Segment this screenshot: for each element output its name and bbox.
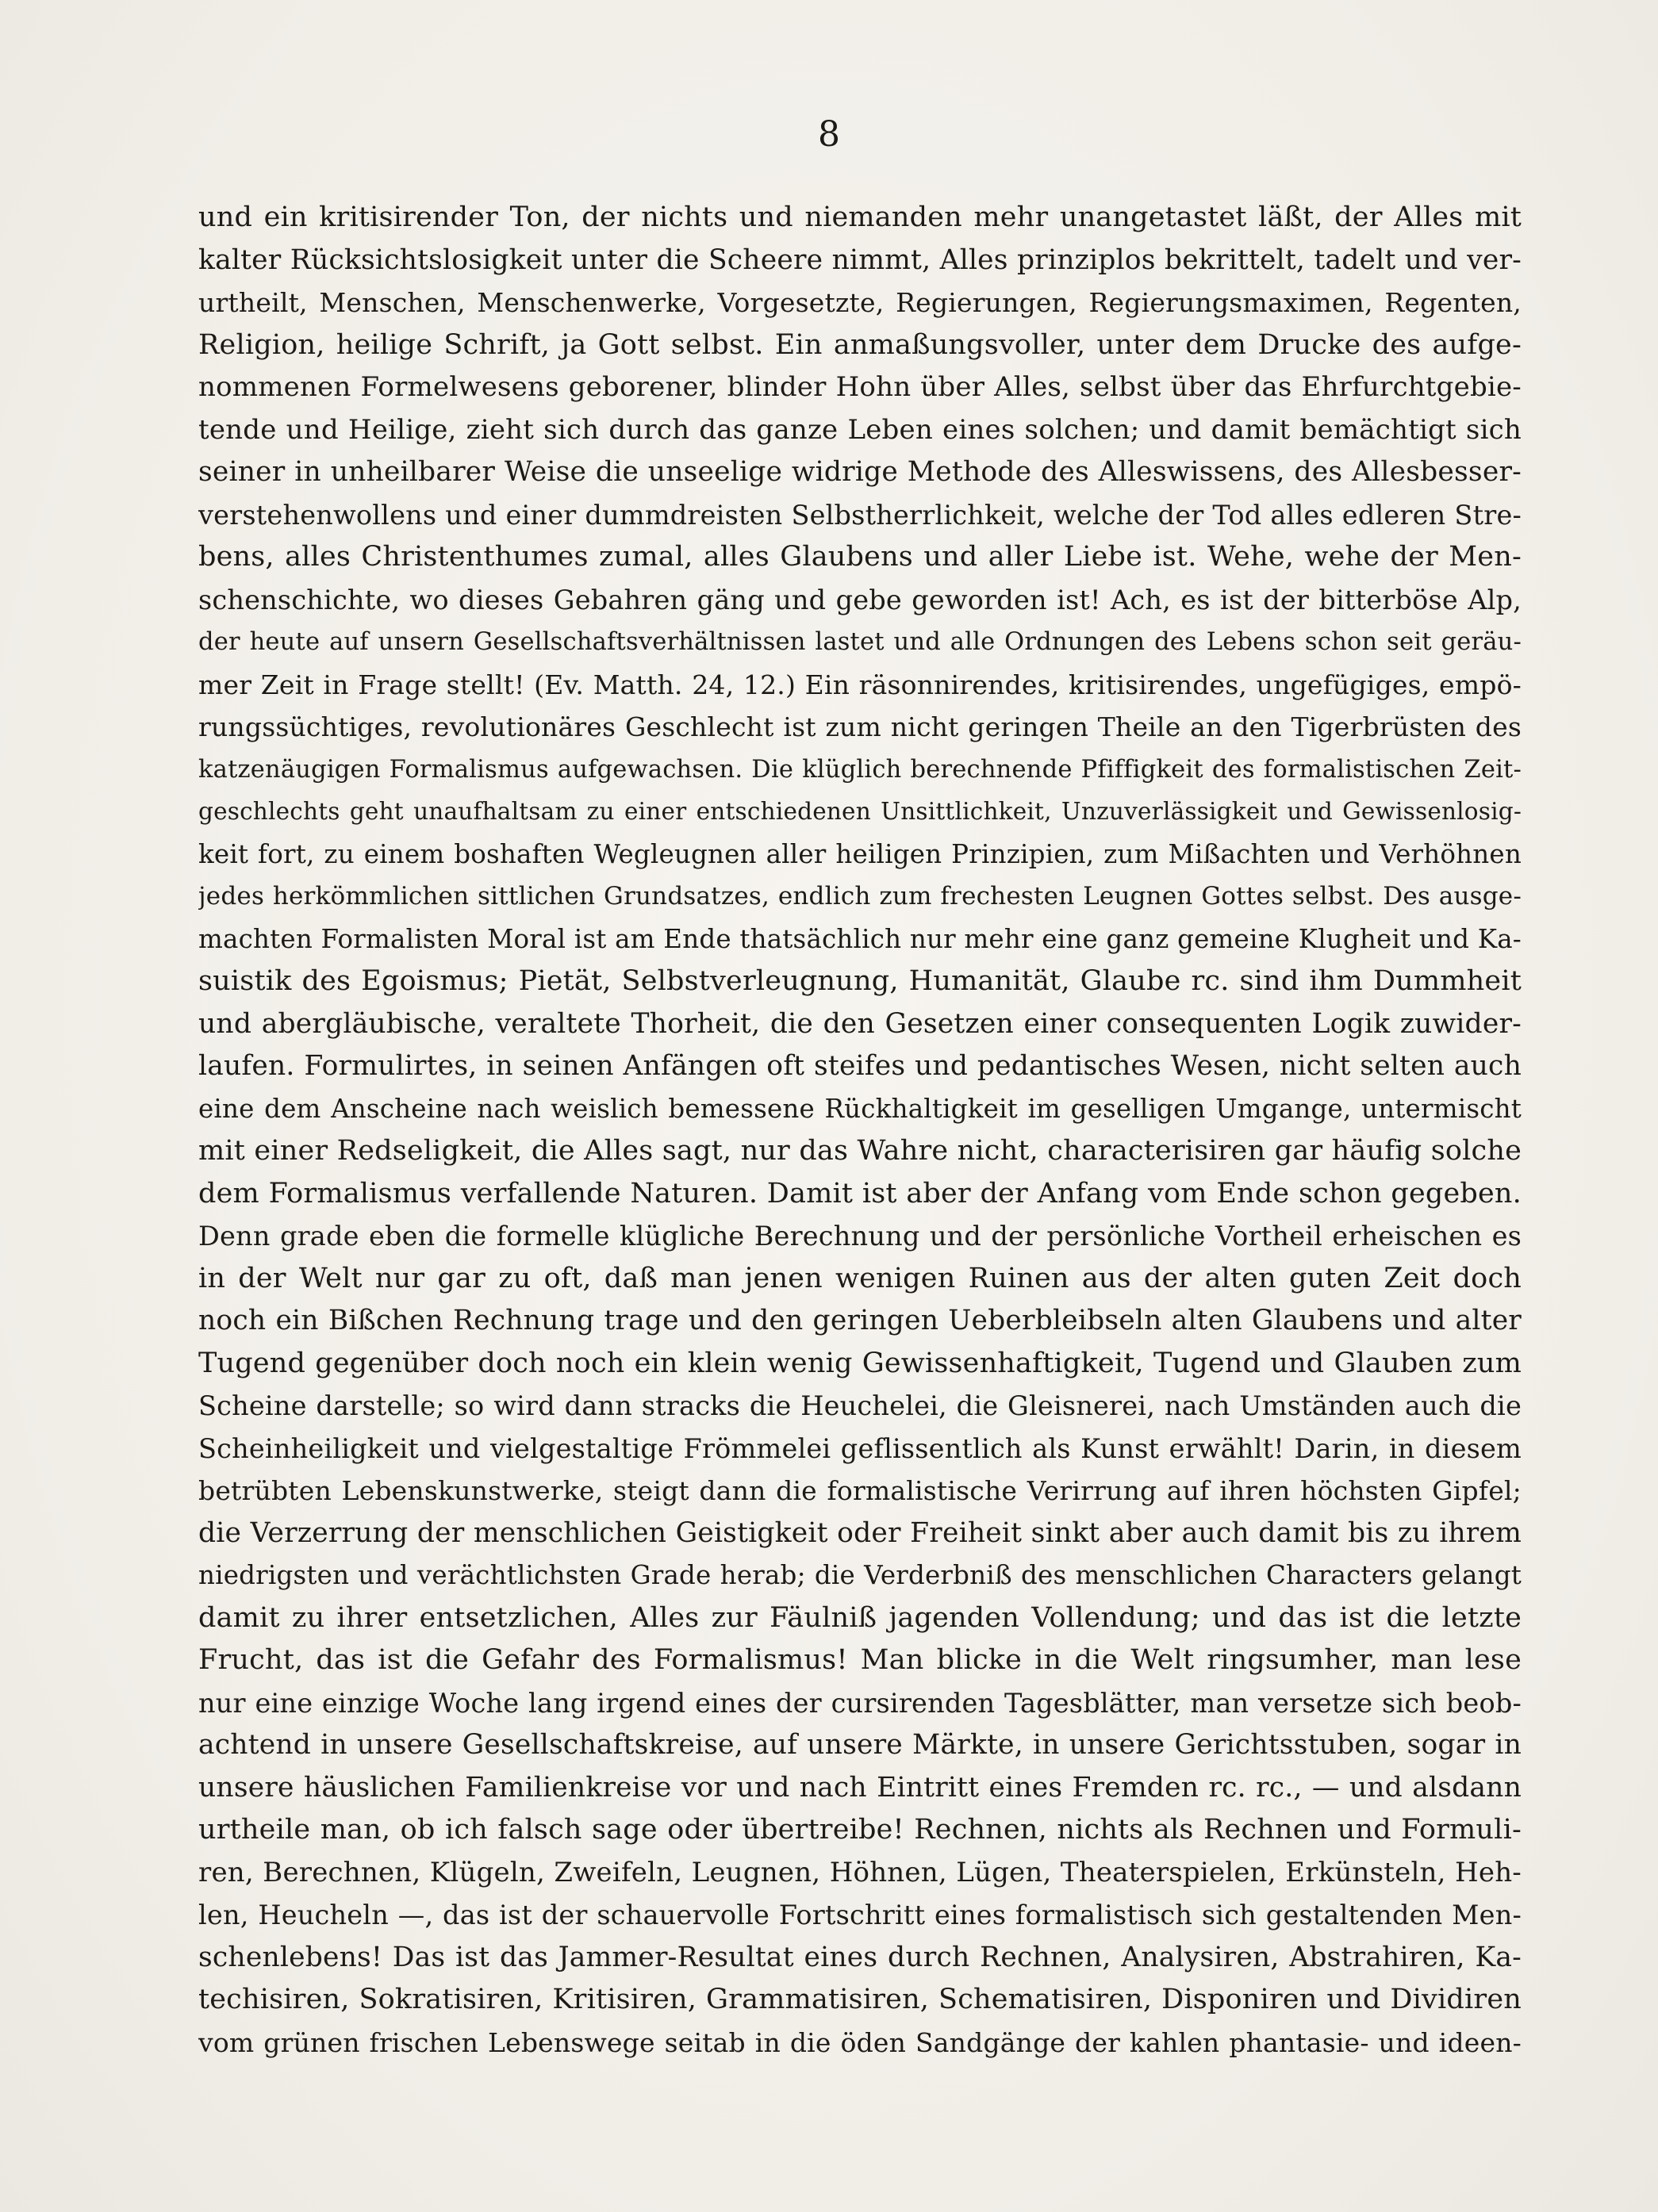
text-line: Frucht, das ist die Gefahr des Formalismus! Man blicke in die Welt ringsumher, man lese (198, 1644, 1522, 1676)
text-line: urtheile man, ob ich falsch sage oder übertreibe! Rechnen, nichts als Rechnen und Formuli- (198, 1814, 1522, 1846)
text-line: betrübten Lebenskunstwerke, steigt dann die formalistische Verirrung auf ihren höchsten Gipfel; (198, 1475, 1522, 1506)
text-line: mer Zeit in Frage stellt! (Ev. Matth. 24, 12.) Ein räsonnirendes, kritisirendes, ungefügiges, empö- (198, 669, 1522, 700)
text-line: Religion, heilige Schrift, ja Gott selbst. Ein anmaßungsvoller, unter dem Drucke des aufge- (198, 328, 1522, 361)
text-line: schenschichte, wo dieses Gebahren gäng und gebe geworden ist! Ach, es ist der bitterböse Alp, (198, 584, 1522, 615)
text-line: schenlebens! Das ist das Jammer-Resultat eines durch Rechnen, Analysiren, Abstrahiren, Ka- (198, 1941, 1522, 1973)
text-line: seiner in unheilbarer Weise die unseelige widrige Methode des Alleswissens, des Allesbesser- (198, 456, 1522, 488)
text-line: tende und Heilige, zieht sich durch das ganze Leben eines solchen; und damit bemächtigt sich (198, 413, 1522, 446)
text-line: machten Formalisten Moral ist am Ende thatsächlich nur mehr eine ganz gemeine Klugheit und Ka- (198, 923, 1522, 954)
text-line: suistik des Egoismus; Pietät, Selbstverleugnung, Humanität, Glaube rc. sind ihm Dummheit (198, 965, 1522, 997)
text-line: Scheine darstelle; so wird dann stracks die Heuchelei, die Gleisnerei, nach Umständen auch die (198, 1390, 1522, 1421)
text-line: rungssüchtiges, revolutionäres Geschlecht ist zum nicht geringen Theile an den Tigerbrüsten des (198, 711, 1522, 742)
text-line: Denn grade eben die formelle klügliche Berechnung und der persönliche Vortheil erheischen es (198, 1221, 1522, 1252)
text-line: Tugend gegenüber doch noch ein klein wenig Gewissenhaftigkeit, Tugend und Glauben zum (198, 1347, 1522, 1379)
body-text (198, 197, 1522, 2064)
text-line: len, Heucheln —, das ist der schauervolle Fortschritt eines formalistisch sich gestaltenden Men- (198, 1900, 1522, 1930)
text-line: katzenäugigen Formalismus aufgewachsen. Die klüglich berechnende Pfiffigkeit des formalistischen Zeit- (198, 755, 1522, 784)
text-line: urtheilt, Menschen, Menschenwerke, Vorgesetzte, Regierungen, Regierungsmaximen, Regenten, (198, 287, 1522, 318)
text-line: bens, alles Christenthumes zumal, alles Glaubens und aller Liebe ist. Wehe, wehe der Men- (198, 541, 1522, 573)
text-line: nur eine einzige Woche lang irgend eines der cursirenden Tagesblätter, man versetze sich beob- (198, 1687, 1522, 1719)
text-line: dem Formalismus verfallende Naturen. Damit ist aber der Anfang vom Ende schon gegeben. (198, 1177, 1522, 1210)
text-line: vom grünen frischen Lebenswege seitab in die öden Sandgänge der kahlen phantasie- und ideen- (198, 2026, 1522, 2058)
text-line: verstehenwollens und einer dummdreisten Selbstherrlichkeit, welche der Tod alles edleren Stre- (198, 499, 1522, 531)
text-line: ren, Berechnen, Klügeln, Zweifeln, Leugnen, Höhnen, Lügen, Theaterspielen, Erkünsteln, Heh- (198, 1856, 1522, 1888)
text-line: unsere häuslichen Familienkreise vor und nach Eintritt eines Fremden rc. rc., — und alsdann (198, 1771, 1522, 1804)
text-line: mit einer Redseligkeit, die Alles sagt, nur das Wahre nicht, characterisiren gar häufig solche (198, 1135, 1522, 1167)
text-line: der heute auf unsern Gesellschaftsverhältnissen lastet und alle Ordnungen des Lebens schon seit geräu- (198, 628, 1522, 656)
text-line: und ein kritisirender Ton, der nichts und niemanden mehr unangetastet läßt, der Alles mit (198, 201, 1522, 233)
text-line: techisiren, Sokratisiren, Kritisiren, Grammatisiren, Schematisiren, Disponiren und Dividiren (198, 1984, 1522, 2015)
text-line: in der Welt nur gar zu oft, daß man jenen wenigen Ruinen aus der alten guten Zeit doch (198, 1262, 1522, 1294)
text-line: niedrigsten und verächtlichsten Grade herab; die Verderbniß des menschlichen Characters gelangt (198, 1560, 1522, 1590)
text-line: Scheinheiligkeit und vielgestaltige Frömmelei geflissentlich als Kunst erwählt! Darin, in diesem (198, 1432, 1522, 1464)
text-line: geschlechts geht unaufhaltsam zu einer entschiedenen Unsittlichkeit, Unzuverlässigkeit und Gewissenlosig- (198, 798, 1522, 825)
text-line: laufen. Formulirtes, in seinen Anfängen oft steifes und pedantisches Wesen, nicht selten auch (198, 1050, 1522, 1082)
text-line: nommenen Formelwesens geborener, blinder Hohn über Alles, selbst über das Ehrfurchtgebie- (198, 371, 1522, 403)
text-line: die Verzerrung der menschlichen Geistigkeit oder Freiheit sinkt aber auch damit bis zu ihrem (198, 1516, 1522, 1549)
text-line: kalter Rücksichtslosigkeit unter die Scheere nimmt, Alles prinziplos bekrittelt, tadelt und ver- (198, 243, 1522, 276)
text-line: keit fort, zu einem boshaften Wegleugnen aller heiligen Prinzipien, zum Mißachten und Verhöhnen (198, 838, 1522, 869)
text-line: noch ein Bißchen Rechnung trage und den geringen Ueberbleibseln alten Glaubens und alter (198, 1305, 1522, 1336)
page-number: 8 (818, 114, 840, 155)
text-line: jedes herkömmlichen sittlichen Grundsatzes, endlich zum frechesten Leugnen Gottes selbst. Des ausge- (198, 882, 1522, 910)
text-line: eine dem Anscheine nach weislich bemessene Rückhaltigkeit im geselligen Umgange, untermischt (198, 1093, 1522, 1124)
text-line: und abergläubische, veraltete Thorheit, die den Gesetzen einer consequenten Logik zuwider- (198, 1007, 1522, 1040)
text-line: achtend in unsere Gesellschaftskreise, auf unsere Märkte, in unsere Gerichtsstuben, sogar in (198, 1729, 1522, 1761)
text-line: damit zu ihrer entsetzlichen, Alles zur Fäulniß jagenden Vollendung; und das ist die letzte (198, 1601, 1522, 1634)
